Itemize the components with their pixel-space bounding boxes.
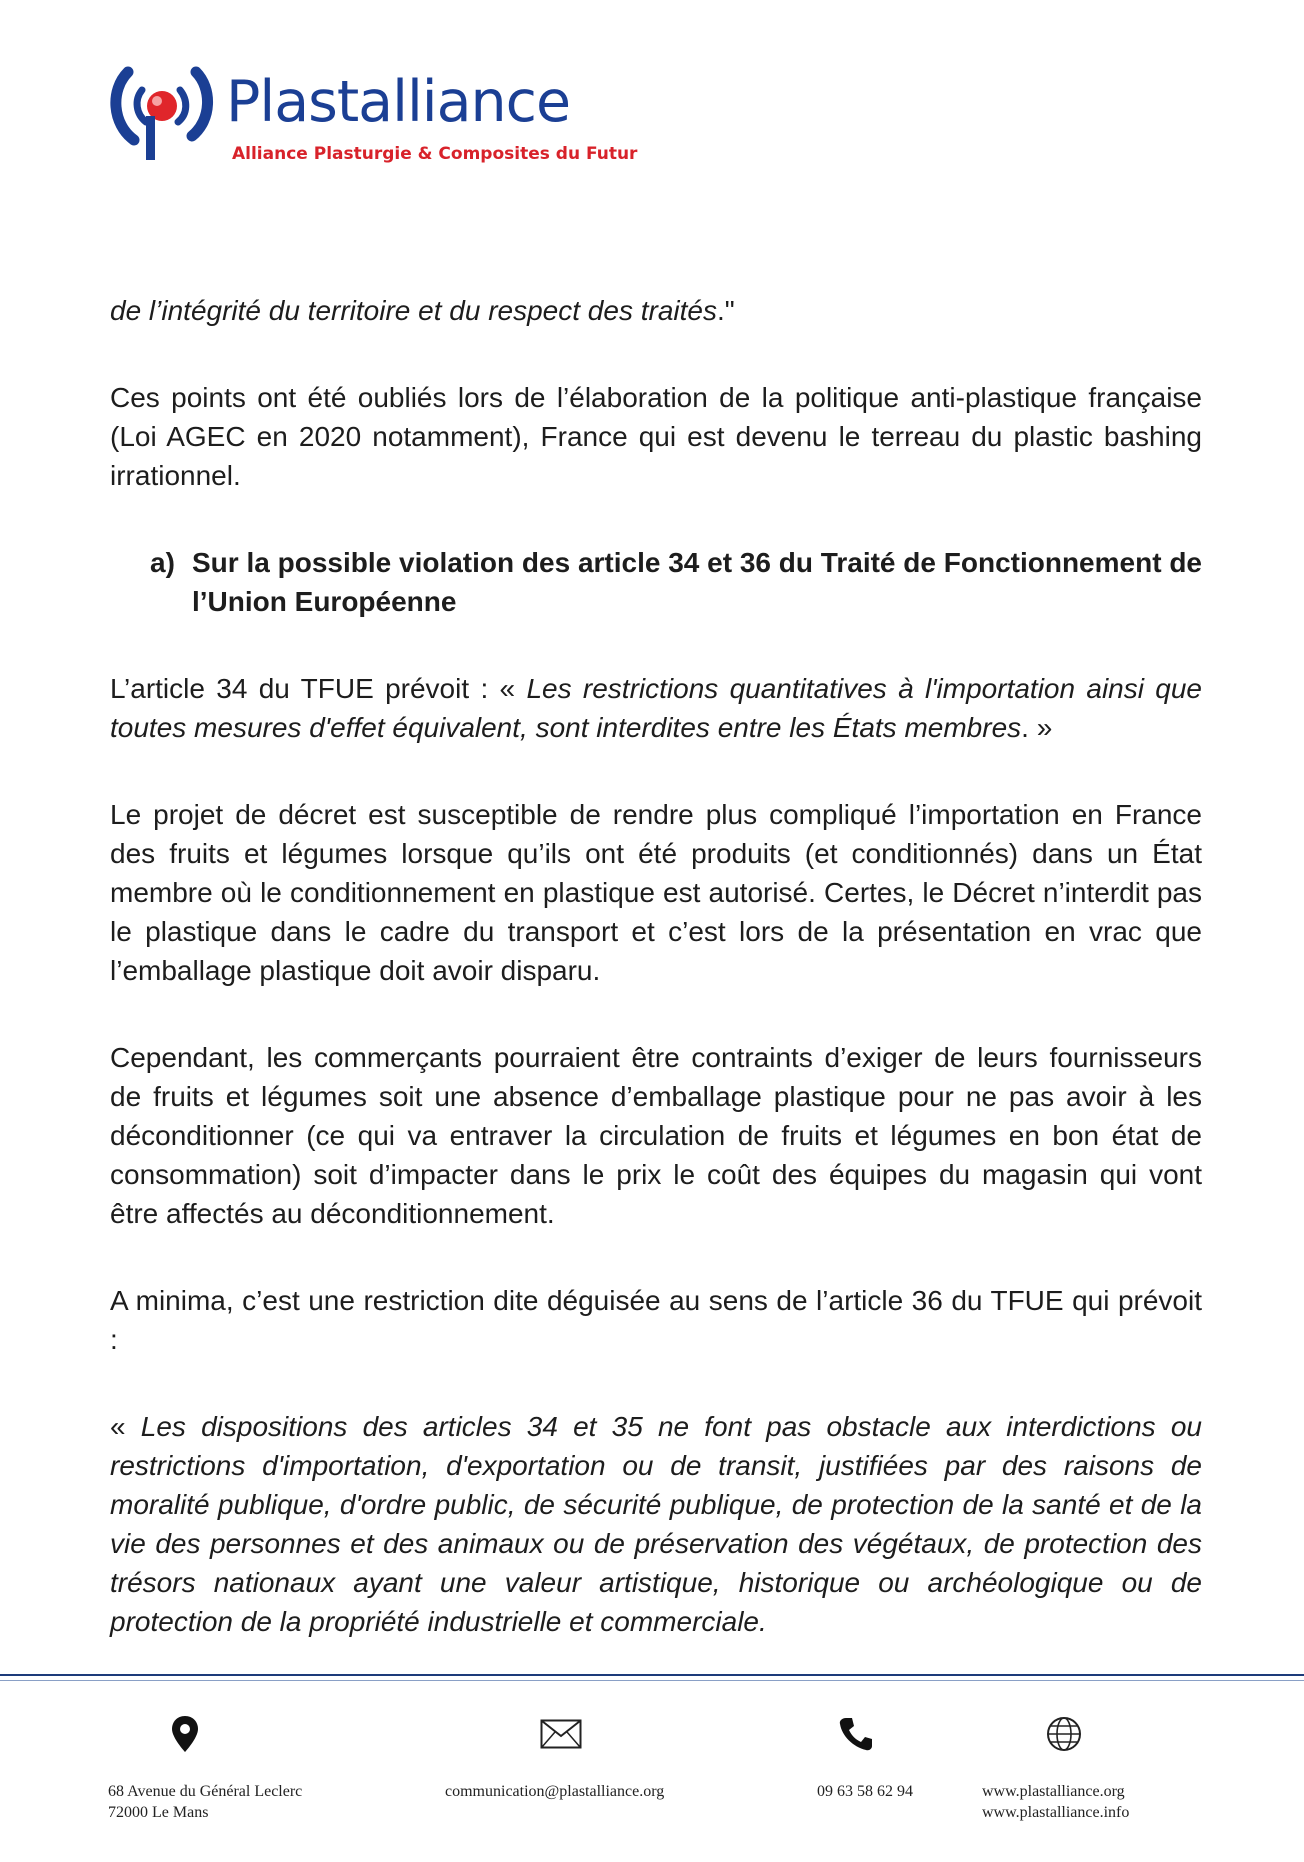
website-link-2[interactable]: www.plastalliance.info xyxy=(982,1804,1130,1821)
brand-name: Plastalliance xyxy=(226,69,571,135)
paragraph-article-36: A minima, c’est une restriction dite déguisée au sens de l’article 36 du TFUE qui prévoit : xyxy=(110,1285,1202,1355)
address-line-1: 68 Avenue du Général Leclerc xyxy=(108,1783,303,1800)
paragraph-merchants: Cependant, les commerçants pourraient être contraints d’exiger de leurs fournisseurs de fruits et légumes soit une absence d’emballage plastique pour ne pas avoir à les déconditionner (ce qui va entraver la circulation de fruits et légumes en bon état de consommation) soit d’impacter dans le prix le coût des équipes du magasin qui vont être affectés au déconditionnement. xyxy=(110,1042,1202,1229)
heading-text: Sur la possible violation des article 34 et 36 du Traité de Fonctionnement de l’Union Européenne xyxy=(192,547,1202,617)
footer-address xyxy=(108,1781,302,1823)
paragraph-decree: Le projet de décret est susceptible de rendre plus compliqué l’importation en France des fruits et légumes lorsque qu’ils ont été produits (et conditionnés) dans un État membre où le conditionnement en plastique est autorisé. Certes, le Décret n’interdit pas le plastique dans le cadre du transport et c’est lors de la présentation en vrac que l’emballage plastique doit avoir disparu. xyxy=(110,799,1202,986)
paragraph-treaties: de l’intégrité du territoire et du respect des traités." xyxy=(110,295,735,326)
envelope-icon xyxy=(539,1712,583,1756)
footer-email[interactable]: communication@plastalliance.org xyxy=(445,1783,665,1800)
paragraph-article-36-quote: « Les dispositions des articles 34 et 35 ne font pas obstacle aux interdictions ou restrictions d'importation, d'exportation ou de transit, justifiées par des raisons de moralité publique, d'ordre public, de sécurité publique, de protection de la santé et de la vie des personnes et des animaux ou de préservation des végétaux, de protection des trésors nationaux ayant une valeur artistique, historique ou archéologique ou de protection de la propriété industrielle et commerciale. xyxy=(110,1411,1203,1637)
footer-divider-thin xyxy=(0,1680,1304,1681)
brand-tagline: Alliance Plasturgie & Composites du Futur xyxy=(232,144,638,164)
plastalliance-logo xyxy=(108,58,638,168)
phone-icon xyxy=(834,1712,878,1756)
location-pin-icon xyxy=(163,1712,207,1756)
section-heading xyxy=(110,543,1202,621)
italic-quote: Les dispositions des articles 34 et 35 ne font pas obstacle aux interdictions ou restrictions d'importation, d'exportation ou de transit, justifiées par des raisons de moralité publique, d'ordre public, de sécurité publique, de protection de la santé et de la vie des personnes et des animaux ou de préservation des végétaux, de protection des trésors nationaux ayant une valeur artistique, historique ou archéologique ou de protection de la propriété industrielle et commerciale. xyxy=(110,1411,1203,1637)
address-line-2: 72000 Le Mans xyxy=(108,1804,209,1821)
logo-mark-icon xyxy=(108,62,220,162)
paragraph-article-34: L’article 34 du TFUE prévoit : « Les restrictions quantitatives à l'importation ainsi que toutes mesures d'effet équivalent, sont interdites entre les États membres. » xyxy=(110,673,1203,743)
website-link-1[interactable]: www.plastalliance.org xyxy=(982,1783,1125,1800)
italic-quote: de l’intégrité du territoire et du respect des traités xyxy=(110,295,717,326)
paragraph-agec: Ces points ont été oubliés lors de l’élaboration de la politique anti-plastique française (Loi AGEC en 2020 notamment), France qui est devenu le terreau du plastic bashing irrationnel. xyxy=(110,382,1202,491)
footer-phone[interactable]: 09 63 58 62 94 xyxy=(817,1783,913,1800)
footer-websites xyxy=(982,1781,1129,1823)
footer-divider xyxy=(0,1674,1304,1676)
heading-number: a) xyxy=(150,547,175,578)
document-body xyxy=(110,291,1202,1641)
globe-icon xyxy=(1042,1712,1086,1756)
italic-quote: Les restrictions quantitatives à l'importation ainsi que toutes mesures d'effet équivalent, sont interdites entre les États membres xyxy=(110,673,1203,743)
